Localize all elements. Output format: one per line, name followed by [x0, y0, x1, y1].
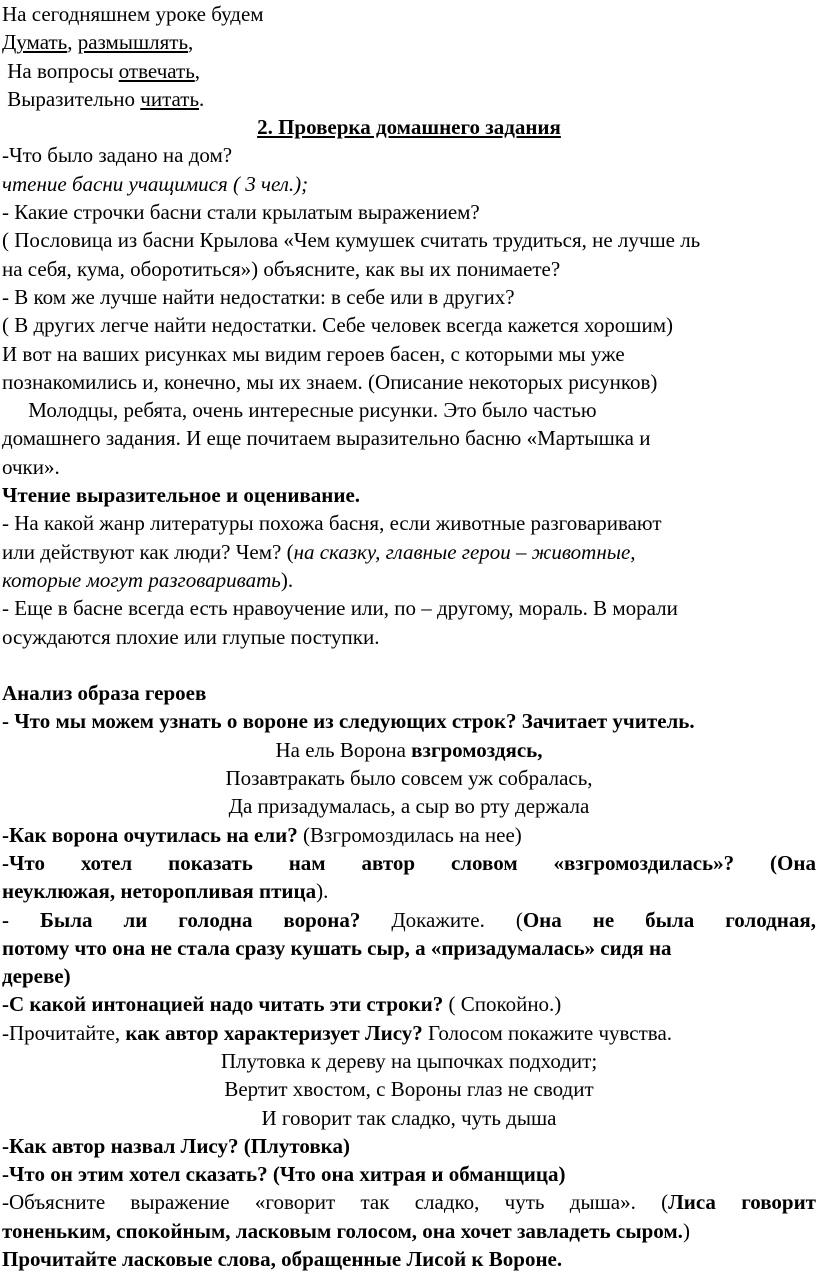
verse-2-line-2: Вертит хвостом, с Вороны глаз не сводит [224, 1077, 594, 1102]
homework-paragraph-2-line-3: очки». [2, 454, 60, 479]
homework-paragraph-2-line-1: Молодцы, ребята, очень интересные рисунки. Это было частью [2, 398, 597, 423]
homework-heading: 2. Проверка домашнего задания [257, 115, 561, 140]
intro-line-3: На вопросы отвечать, [2, 58, 201, 83]
analysis-question-9-line-1: -Объясните выражение «говорит так сладко, чуть дыша». (Лиса говорит [2, 1190, 816, 1215]
intro-word-think: Думать [2, 30, 68, 55]
analysis-question-9-line-2: тоненьким, спокойным, ласковым голосом, она хочет завладеть сыром.) [2, 1218, 690, 1243]
intro-word-read: читать [140, 86, 200, 111]
analysis-question-8: -Что он этим хотел сказать? (Что она хитрая и обманщица) [2, 1162, 566, 1187]
analysis-question-3-line-2: неуклюжая, неторопливая птица). [2, 879, 329, 904]
reading-answer-1: на сказку, главные герои – животные, [293, 539, 636, 564]
reading-answer-1-cont: которые могут разговаривать [2, 567, 281, 592]
intro-line-2: Думать, размышлять, [2, 30, 194, 55]
analysis-question-2: -Как ворона очутилась на ели? (Взгромоздилась на нее) [2, 822, 522, 847]
verse-2-line-3: И говорит так сладко, чуть дыша [261, 1105, 557, 1130]
analysis-question-7: -Как автор назвал Лису? (Плутовка) [2, 1133, 350, 1158]
intro-line-4: Выразительно читать. [2, 86, 205, 111]
reading-heading: Чтение выразительное и оценивание. [2, 483, 361, 508]
analysis-question-10: Прочитайте ласковые слова, обращенные Лисой к Вороне. [2, 1247, 563, 1272]
analysis-question-4-line-3: дереве) [2, 964, 71, 989]
analysis-heading: Анализ образа героев [2, 681, 207, 706]
intro-line-1: На сегодняшнем уроке будем [2, 2, 264, 26]
verse-1-line-3: Да призадумалась, а сыр во рту держала [228, 794, 590, 819]
homework-paragraph-1-line-1: И вот на ваших рисунках мы видим героев басен, с которыми мы уже [2, 341, 625, 366]
homework-paragraph-2-line-2: домашнего задания. И еще почитаем выразительно басню «Мартышка и [2, 426, 651, 451]
analysis-question-3-line-1: -Что хотел показать нам автор словом «взгромоздилась»? (Она [2, 850, 816, 875]
analysis-question-4-line-2: потому что она не стала сразу кушать сыр, а «призадумалась» сидя на [2, 935, 672, 960]
verse-1-highlight: взгромоздясь, [411, 737, 543, 762]
homework-question-2: - Какие строчки басни стали крылатым выражением? [2, 200, 480, 225]
homework-question-4: - В ком же лучше найти недостатки: в себе или в других? [2, 284, 515, 309]
analysis-question-4-line-1: - Была ли голодна ворона? Докажите. (Она не была голодная, [2, 907, 816, 932]
intro-word-reflect: размышлять [77, 30, 189, 55]
verse-1-line-1: На ель Ворона взгромоздясь, [275, 737, 543, 762]
reading-question-1-line-2: или действуют как люди? Чем? (на сказку, главные герои – животные, [2, 539, 636, 564]
intro-word-answer: отвечать [118, 58, 195, 83]
verse-1-line-2: Позавтракать было совсем уж собралась, [225, 766, 593, 791]
reading-question-1-line-3: которые могут разговаривать). [2, 567, 294, 592]
homework-question-3-line-2: на себя, кума, оборотиться») объясните, как вы их понимаете? [2, 256, 561, 281]
homework-paragraph-1-line-2: познакомились и, конечно, мы их знаем. (Описание некоторых рисунков) [2, 369, 658, 394]
reading-question-1-line-1: - На какой жанр литературы похожа басня, если животные разговаривают [2, 511, 662, 536]
homework-note-1: чтение басни учащимися ( 3 чел.); [2, 171, 309, 196]
homework-question-1: -Что было задано на дом? [2, 143, 233, 168]
homework-question-3-line-1: ( Пословица из басни Крылова «Чем кумушек считать трудиться, не лучше ль [2, 228, 701, 253]
reading-paragraph-line-2: осуждаются плохие или глупые поступки. [2, 624, 380, 649]
analysis-question-1: - Что мы можем узнать о вороне из следующих строк? Зачитает учитель. [2, 709, 695, 734]
analysis-question-5: -С какой интонацией надо читать эти строки? ( Спокойно.) [2, 992, 562, 1017]
reading-paragraph-line-1: - Еще в басне всегда есть нравоучение или, по – другому, мораль. В морали [2, 596, 678, 621]
blank-line [2, 651, 816, 679]
homework-answer-4: ( В других легче найти недостатки. Себе человек всегда кажется хорошим) [2, 313, 673, 338]
verse-2-line-1: Плутовка к дереву на цыпочках подходит; [220, 1048, 598, 1073]
analysis-question-6: -Прочитайте, как автор характеризует Лису? Голосом покажите чувства. [2, 1020, 673, 1045]
